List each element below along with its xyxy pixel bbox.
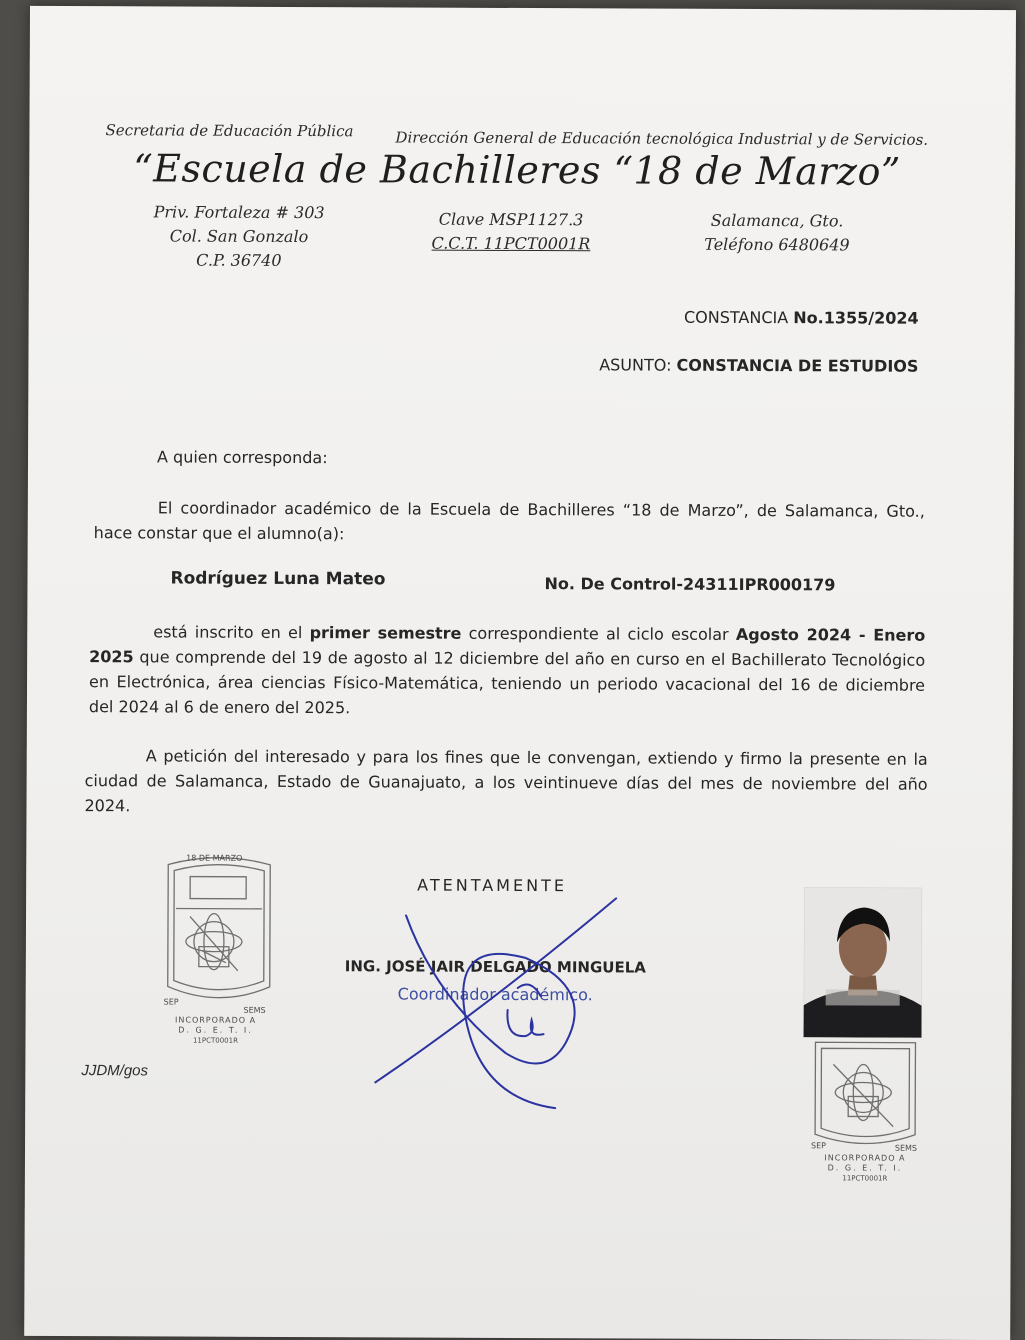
clave-msp: Clave MSP1127.3 bbox=[421, 208, 601, 233]
city-block bbox=[697, 209, 857, 258]
seal-dgeti-text: D. G. E. T. I. bbox=[178, 1026, 253, 1035]
salutation: A quien corresponda: bbox=[157, 447, 328, 467]
address-block bbox=[139, 200, 339, 273]
signer-name: ING. JOSÉ JAIR DELGADO MINGUELA bbox=[345, 957, 646, 976]
handwritten-signature bbox=[355, 877, 636, 1118]
seal-dgeti-text-2: D. G. E. T. I. bbox=[828, 1163, 903, 1172]
official-seal-stamp-photo bbox=[803, 1034, 929, 1195]
constancia-value: No.1355/2024 bbox=[793, 308, 918, 328]
city-name: Salamanca, Gto. bbox=[697, 209, 857, 234]
reference-initials: JJDM/gos bbox=[81, 1062, 148, 1079]
asunto-line bbox=[599, 355, 918, 375]
direccion-label: Dirección General de Educación tecnológica Industrial y de Servicios. bbox=[395, 128, 928, 148]
document-page bbox=[24, 6, 1016, 1340]
address-colonia: Col. San Gonzalo bbox=[139, 224, 339, 249]
control-number: No. De Control-24311IPR000179 bbox=[544, 574, 835, 594]
seal-incorporado-text: INCORPORADO A bbox=[175, 1015, 256, 1024]
signer-title: Coordinador académico. bbox=[398, 984, 593, 1004]
address-street: Priv. Fortaleza # 303 bbox=[139, 200, 339, 225]
sep-label: Secretaria de Educación Pública bbox=[105, 121, 353, 140]
seal-sems-text: SEMS bbox=[243, 1006, 265, 1015]
seal-sep-text-2: SEP bbox=[811, 1141, 826, 1150]
asunto-label: ASUNTO: bbox=[599, 355, 671, 374]
seal-incorporado-text-2: INCORPORADO A bbox=[824, 1153, 905, 1162]
seal-cct-text-2: 11PCT0001R bbox=[842, 1174, 887, 1182]
student-photo bbox=[804, 887, 923, 1038]
seal-top-text: 18 DE MARZO bbox=[186, 854, 242, 863]
clave-block bbox=[421, 208, 601, 257]
constancia-label: CONSTANCIA bbox=[684, 308, 788, 327]
student-name: Rodríguez Luna Mateo bbox=[170, 568, 385, 589]
address-cp: C.P. 36740 bbox=[139, 248, 339, 273]
seal-sems-text-2: SEMS bbox=[895, 1144, 917, 1153]
official-seal-stamp bbox=[153, 846, 284, 1047]
petition-paragraph: A petición del interesado y para los fines que le convengan, extiendo y firmo la presente en la ciudad de Salamanca, Estado de Guanajuato, a los veintinueve días del mes de noviembre del año 2024. bbox=[84, 743, 927, 822]
city-phone: Teléfono 6480649 bbox=[697, 233, 857, 258]
seal-cct-text: 11PCT0001R bbox=[193, 1037, 238, 1045]
asunto-value: CONSTANCIA DE ESTUDIOS bbox=[677, 356, 919, 376]
school-name: “Escuela de Bachilleres “18 de Marzo” bbox=[133, 146, 901, 193]
constancia-number bbox=[684, 308, 919, 328]
seal-sep-text: SEP bbox=[164, 997, 179, 1006]
enrollment-paragraph: está inscrito en el primer semestre correspondiente al ciclo escolar Agosto 2024 - Enero 2025 que comprende del 19 de agosto al 12 diciembre del año en curso en el Bachillerato Tecnológico en Electrónica, área ciencias Físico-Matemática, teniendo un periodo vacacional del 16 de diciembre del 2024 al 6 de enero del 2025. bbox=[89, 619, 925, 723]
atentamente-label: ATENTAMENTE bbox=[417, 876, 567, 896]
clave-cct: C.C.T. 11PCT0001R bbox=[421, 232, 601, 257]
intro-paragraph: El coordinador académico de la Escuela de Bachilleres “18 de Marzo”, de Salamanca, Gto., hace constar que el alumno(a): bbox=[94, 495, 925, 549]
